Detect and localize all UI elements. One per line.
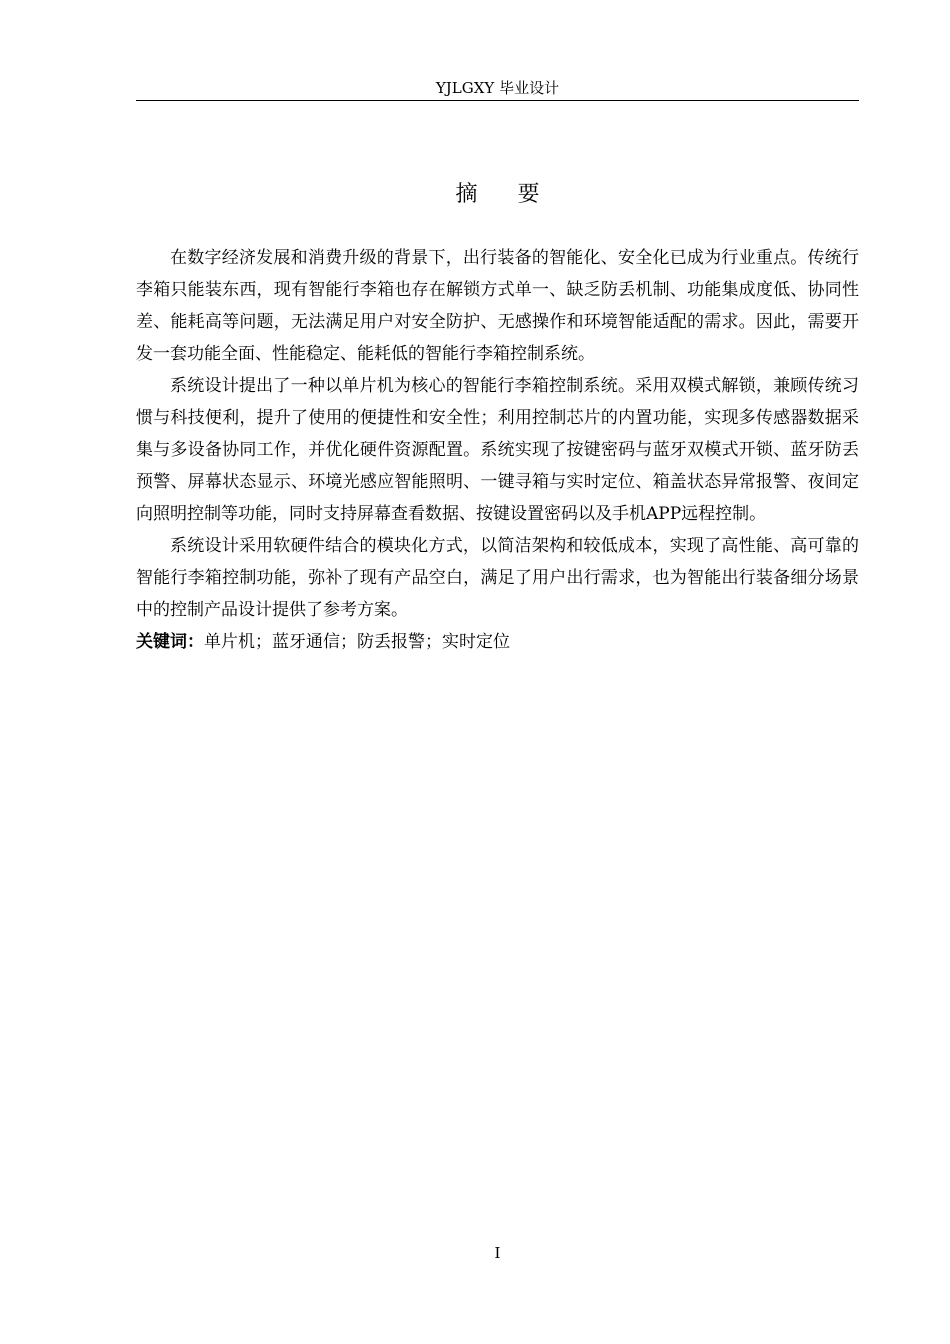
abstract-paragraph-2: 系统设计提出了一种以单片机为核心的智能行李箱控制系统。采用双模式解锁，兼顾传统习惯与科技便利，提升了使用的便捷性和安全性；利用控制芯片的内置功能，实现多传感器数据采集与多设备协同工作，并优化硬件资源配置。系统实现了按键密码与蓝牙双模式开锁、蓝牙防丢预警、屏幕状态显示、环境光感应智能照明、一键寻箱与实时定位、箱盖状态异常报警、夜间定向照明控制等功能，同时支持屏幕查看数据、按键设置密码以及手机APP远程控制。 [136,376,859,524]
header-rule [136,100,859,101]
abstract-paragraph-1: 在数字经济发展和消费升级的背景下，出行装备的智能化、安全化已成为行业重点。传统行李箱只能装东西，现有智能行李箱也存在解锁方式单一、缺乏防丢机制、功能集成度低、协同性差、能耗高等问题，无法满足用户对安全防护、无感操作和环境智能适配的需求。因此，需要开发一套功能全面、性能稳定、能耗低的智能行李箱控制系统。 [136,248,859,364]
abstract-paragraph-3: 系统设计采用软硬件结合的模块化方式，以简洁架构和较低成本，实现了高性能、高可靠的智能行李箱控制功能，弥补了现有产品空白，满足了用户出行需求，也为智能出行装备细分场景中的控制产品设计提供了参考方案。 [136,536,859,620]
page-header: YJLGXY 毕业设计 [435,79,560,97]
page-number: I [494,1244,501,1262]
abstract-body [136,242,859,658]
abstract-title: 摘要 [455,182,580,207]
keywords-value: 单片机；蓝牙通信；防丢报警；实时定位 [204,632,510,652]
keywords-line [136,626,859,658]
keywords-label: 关键词： [136,632,204,652]
